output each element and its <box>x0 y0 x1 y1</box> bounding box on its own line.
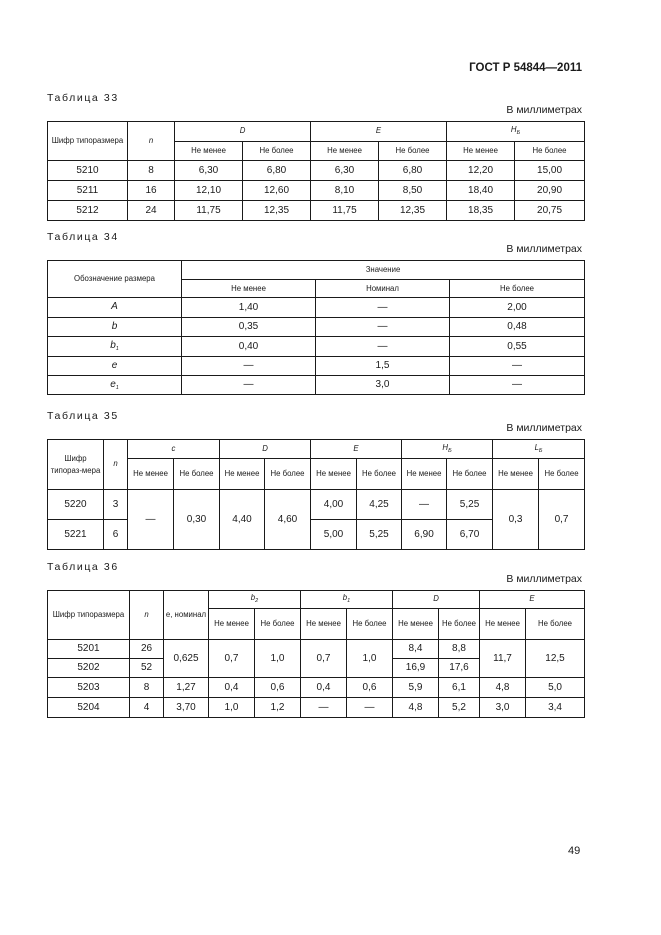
header-min: Не менее <box>175 142 243 161</box>
cell: — <box>450 376 585 395</box>
cell: — <box>301 698 347 718</box>
cell: 8,10 <box>311 181 379 201</box>
size-symbol: b <box>48 318 182 337</box>
header-min: Не менее <box>480 609 526 640</box>
cell: 5,00 <box>311 520 357 550</box>
cell: 6,90 <box>402 520 447 550</box>
cell: — <box>182 376 316 395</box>
cell: 16,9 <box>393 659 439 678</box>
cell: 3,0 <box>316 376 450 395</box>
cell: 0,6 <box>255 678 301 698</box>
cell: 1,5 <box>316 357 450 376</box>
cell: 24 <box>128 201 175 221</box>
cell: 0,55 <box>450 337 585 357</box>
cell: 11,75 <box>311 201 379 221</box>
cell: 4,25 <box>357 490 402 520</box>
header-E: E <box>480 591 585 609</box>
page-number: 49 <box>568 845 581 857</box>
cell: 1,27 <box>164 678 209 698</box>
header-max: Не более <box>174 459 220 490</box>
header-E: E <box>311 122 447 142</box>
cell: 6 <box>104 520 128 550</box>
table-35-units: В миллиметрах <box>506 422 582 434</box>
table-row <box>48 298 585 318</box>
cell: 20,90 <box>515 181 585 201</box>
cell: 8 <box>130 678 164 698</box>
cell: 5210 <box>48 161 128 181</box>
cell: 3 <box>104 490 128 520</box>
header-n: n <box>128 122 175 161</box>
header-min: Не менее <box>393 609 439 640</box>
header-D: D <box>175 122 311 142</box>
header-min: Не менее <box>447 142 515 161</box>
cell: 12,10 <box>175 181 243 201</box>
table-34-units: В миллиметрах <box>506 243 582 255</box>
cell: 0,4 <box>301 678 347 698</box>
table-row <box>48 357 585 376</box>
cell: — <box>347 698 393 718</box>
cell: 0,7 <box>209 640 255 678</box>
header-nominal: Номинал <box>316 280 450 298</box>
document-header: ГОСТ Р 54844—2011 <box>469 62 582 74</box>
cell: 1,2 <box>255 698 301 718</box>
cell: 1,0 <box>347 640 393 678</box>
header-min: Не менее <box>301 609 347 640</box>
cell: 8,8 <box>439 640 480 659</box>
cell: 5220 <box>48 490 104 520</box>
header-E: E <box>311 440 402 459</box>
cell: 5212 <box>48 201 128 221</box>
cell: 2,00 <box>450 298 585 318</box>
size-symbol: e <box>48 357 182 376</box>
cell: 5221 <box>48 520 104 550</box>
table-34 <box>47 260 585 395</box>
header-min: Не менее <box>493 459 539 490</box>
table-35-caption: Таблица 35 <box>47 410 119 422</box>
table-row <box>48 640 585 659</box>
cell: 12,20 <box>447 161 515 181</box>
header-n: n <box>104 440 128 490</box>
size-symbol: $b_1$ <box>48 337 182 357</box>
cell: 6,80 <box>379 161 447 181</box>
header-H: $H_Б$ <box>402 440 493 459</box>
cell: 5204 <box>48 698 130 718</box>
cell: 5202 <box>48 659 130 678</box>
header-code: Шифр типоразмера <box>48 591 130 640</box>
cell: 0,3 <box>493 490 539 550</box>
cell: 4,00 <box>311 490 357 520</box>
header-max: Не более <box>243 142 311 161</box>
header-min: Не менее <box>311 142 379 161</box>
cell: 3,4 <box>526 698 585 718</box>
size-symbol: $e_1$ <box>48 376 182 395</box>
cell: 12,60 <box>243 181 311 201</box>
header-n: n <box>130 591 164 640</box>
cell: 0,4 <box>209 678 255 698</box>
cell: 0,625 <box>164 640 209 678</box>
header-max: Не более <box>347 609 393 640</box>
header-max: Не более <box>265 459 311 490</box>
header-max: Не более <box>379 142 447 161</box>
cell: 1,40 <box>182 298 316 318</box>
header-max: Не более <box>526 609 585 640</box>
table-row <box>48 161 585 181</box>
cell: 3,0 <box>480 698 526 718</box>
table-35 <box>47 439 585 550</box>
cell: 0,48 <box>450 318 585 337</box>
header-min: Не менее <box>182 280 316 298</box>
cell: — <box>316 318 450 337</box>
cell: 6,30 <box>311 161 379 181</box>
table-36-caption: Таблица 36 <box>47 561 119 573</box>
cell: 4,8 <box>480 678 526 698</box>
header-e1-nominal: e, номинал <box>164 591 209 640</box>
table-row <box>48 318 585 337</box>
cell: 11,75 <box>175 201 243 221</box>
cell: 52 <box>130 659 164 678</box>
header-code: Шифр типоразмера <box>48 122 128 161</box>
cell: 0,30 <box>174 490 220 550</box>
cell: 5,25 <box>447 490 493 520</box>
table-33-caption: Таблица 33 <box>47 92 119 104</box>
cell: — <box>316 337 450 357</box>
cell: 12,35 <box>379 201 447 221</box>
cell: — <box>316 298 450 318</box>
cell: 26 <box>130 640 164 659</box>
cell: 17,6 <box>439 659 480 678</box>
cell: 0,6 <box>347 678 393 698</box>
cell: 1,0 <box>255 640 301 678</box>
cell: 5203 <box>48 678 130 698</box>
cell: 11,7 <box>480 640 526 678</box>
cell: — <box>128 490 174 550</box>
table-row <box>48 181 585 201</box>
cell: 18,35 <box>447 201 515 221</box>
cell: 0,35 <box>182 318 316 337</box>
cell: 5,9 <box>393 678 439 698</box>
header-D: D <box>220 440 311 459</box>
header-D: D <box>393 591 480 609</box>
cell: 4,40 <box>220 490 265 550</box>
header-size-designation: Обозначение размера <box>48 261 182 298</box>
cell: 18,40 <box>447 181 515 201</box>
header-max: Не более <box>357 459 402 490</box>
header-max: Не более <box>255 609 301 640</box>
header-max: Не более <box>450 280 585 298</box>
table-row <box>48 490 585 520</box>
cell: 3,70 <box>164 698 209 718</box>
table-row <box>48 678 585 698</box>
cell: 4,60 <box>265 490 311 550</box>
header-H: $H_Б$ <box>447 122 585 142</box>
cell: 5,0 <box>526 678 585 698</box>
header-min: Не менее <box>402 459 447 490</box>
header-code: Шифр типораз-мера <box>48 440 104 490</box>
header-min: Не менее <box>209 609 255 640</box>
header-min: Не менее <box>220 459 265 490</box>
header-b1: $b_1$ <box>301 591 393 609</box>
table-36-units: В миллиметрах <box>506 573 582 585</box>
cell: 5201 <box>48 640 130 659</box>
table-row <box>48 337 585 357</box>
cell: — <box>402 490 447 520</box>
cell: 8,50 <box>379 181 447 201</box>
header-value: Значение <box>182 261 585 280</box>
cell: 5,2 <box>439 698 480 718</box>
table-row <box>48 698 585 718</box>
cell: 6,70 <box>447 520 493 550</box>
header-min: Не менее <box>128 459 174 490</box>
cell: 6,80 <box>243 161 311 181</box>
header-max: Не более <box>515 142 585 161</box>
cell: — <box>450 357 585 376</box>
cell: 16 <box>128 181 175 201</box>
header-b2: $b_2$ <box>209 591 301 609</box>
table-34-caption: Таблица 34 <box>47 231 119 243</box>
cell: 5211 <box>48 181 128 201</box>
table-row <box>48 376 585 395</box>
cell: 8,4 <box>393 640 439 659</box>
header-L: $L_Б$ <box>493 440 585 459</box>
table-33 <box>47 121 585 221</box>
cell: 0,7 <box>539 490 585 550</box>
cell: 6,1 <box>439 678 480 698</box>
header-c: c <box>128 440 220 459</box>
cell: 8 <box>128 161 175 181</box>
cell: 1,0 <box>209 698 255 718</box>
cell: — <box>182 357 316 376</box>
cell: 0,7 <box>301 640 347 678</box>
cell: 5,25 <box>357 520 402 550</box>
cell: 20,75 <box>515 201 585 221</box>
cell: 12,35 <box>243 201 311 221</box>
header-max: Не более <box>539 459 585 490</box>
table-row <box>48 201 585 221</box>
cell: 4 <box>130 698 164 718</box>
header-max: Не более <box>447 459 493 490</box>
cell: 12,5 <box>526 640 585 678</box>
header-min: Не менее <box>311 459 357 490</box>
table-33-units: В миллиметрах <box>506 104 582 116</box>
size-symbol: A <box>48 298 182 318</box>
cell: 15,00 <box>515 161 585 181</box>
cell: 0,40 <box>182 337 316 357</box>
header-max: Не более <box>439 609 480 640</box>
table-36 <box>47 590 585 718</box>
cell: 6,30 <box>175 161 243 181</box>
cell: 4,8 <box>393 698 439 718</box>
